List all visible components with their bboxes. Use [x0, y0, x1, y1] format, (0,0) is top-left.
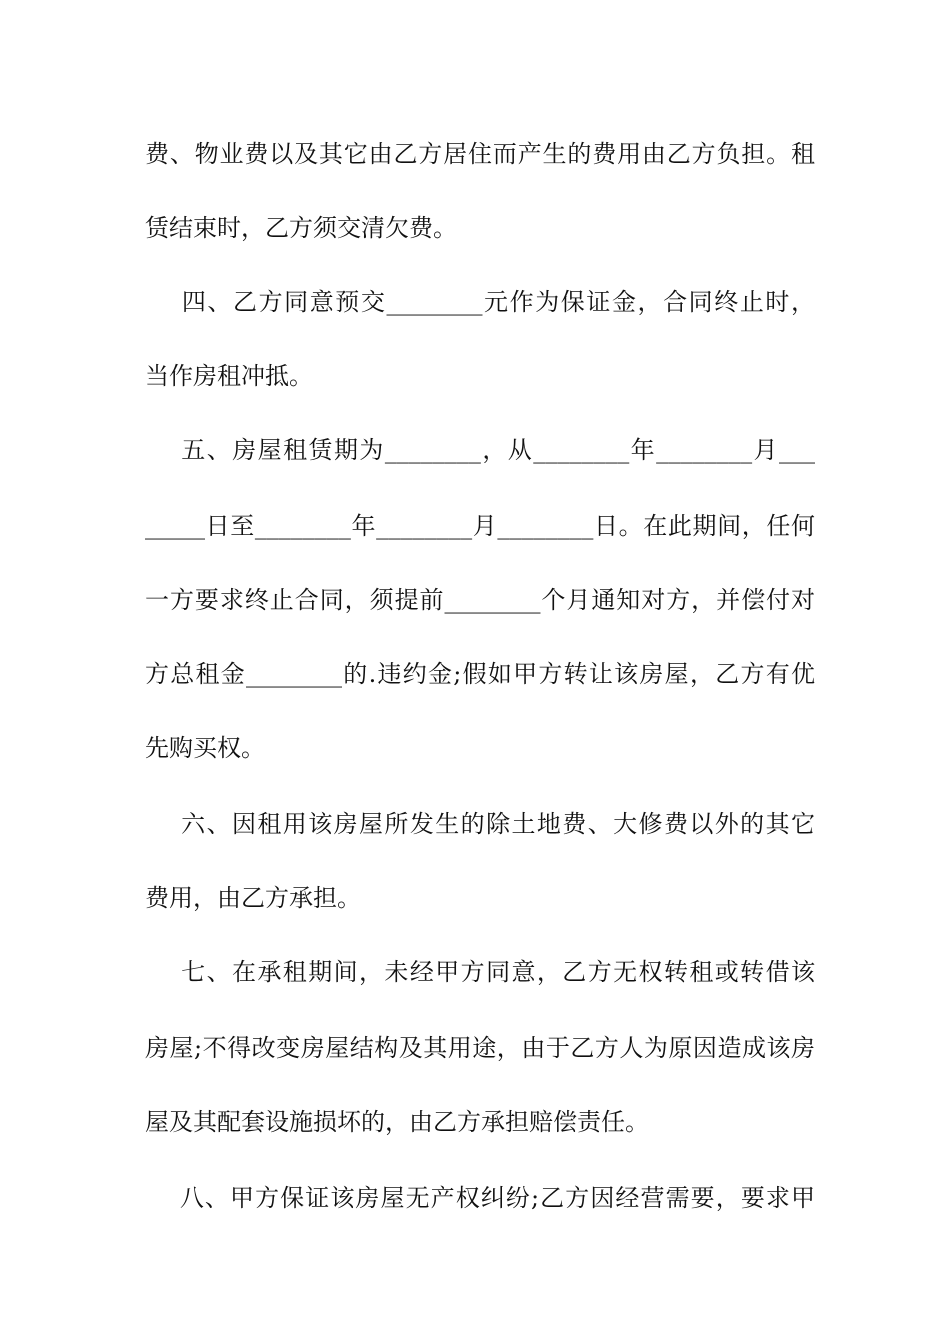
text-line: 四、乙方同意预交________元作为保证金，合同终止时， — [145, 288, 815, 316]
text-line: 赁结束时，乙方须交清欠费。 — [145, 214, 457, 242]
text-line: 七、在承租期间，未经甲方同意，乙方无权转租或转借该 — [145, 958, 815, 986]
text-line: 一方要求终止合同，须提前________个月通知对方，并偿付对 — [145, 586, 815, 614]
text-line: 先购买权。 — [145, 734, 265, 762]
text-line: 费用，由乙方承担。 — [145, 884, 361, 912]
text-line: 房屋;不得改变房屋结构及其用途，由于乙方人为原因造成该房 — [145, 1034, 815, 1062]
text-line: 方总租金________的.违约金;假如甲方转让该房屋，乙方有优 — [145, 660, 815, 688]
text-line: 屋及其配套设施损坏的，由乙方承担赔偿责任。 — [145, 1108, 649, 1136]
text-line: 当作房租冲抵。 — [145, 362, 313, 390]
text-line: 费、物业费以及其它由乙方居住而产生的费用由乙方负担。租 — [145, 140, 815, 168]
text-line: 六、因租用该房屋所发生的除土地费、大修费以外的其它 — [145, 810, 815, 838]
text-line: 八、甲方保证该房屋无产权纠纷;乙方因经营需要，要求甲 — [145, 1184, 815, 1212]
text-line: _____日至________年________月________日。在此期间，任何 — [145, 512, 815, 540]
text-line: 五、房屋租赁期为________，从________年________月___ — [145, 436, 815, 464]
